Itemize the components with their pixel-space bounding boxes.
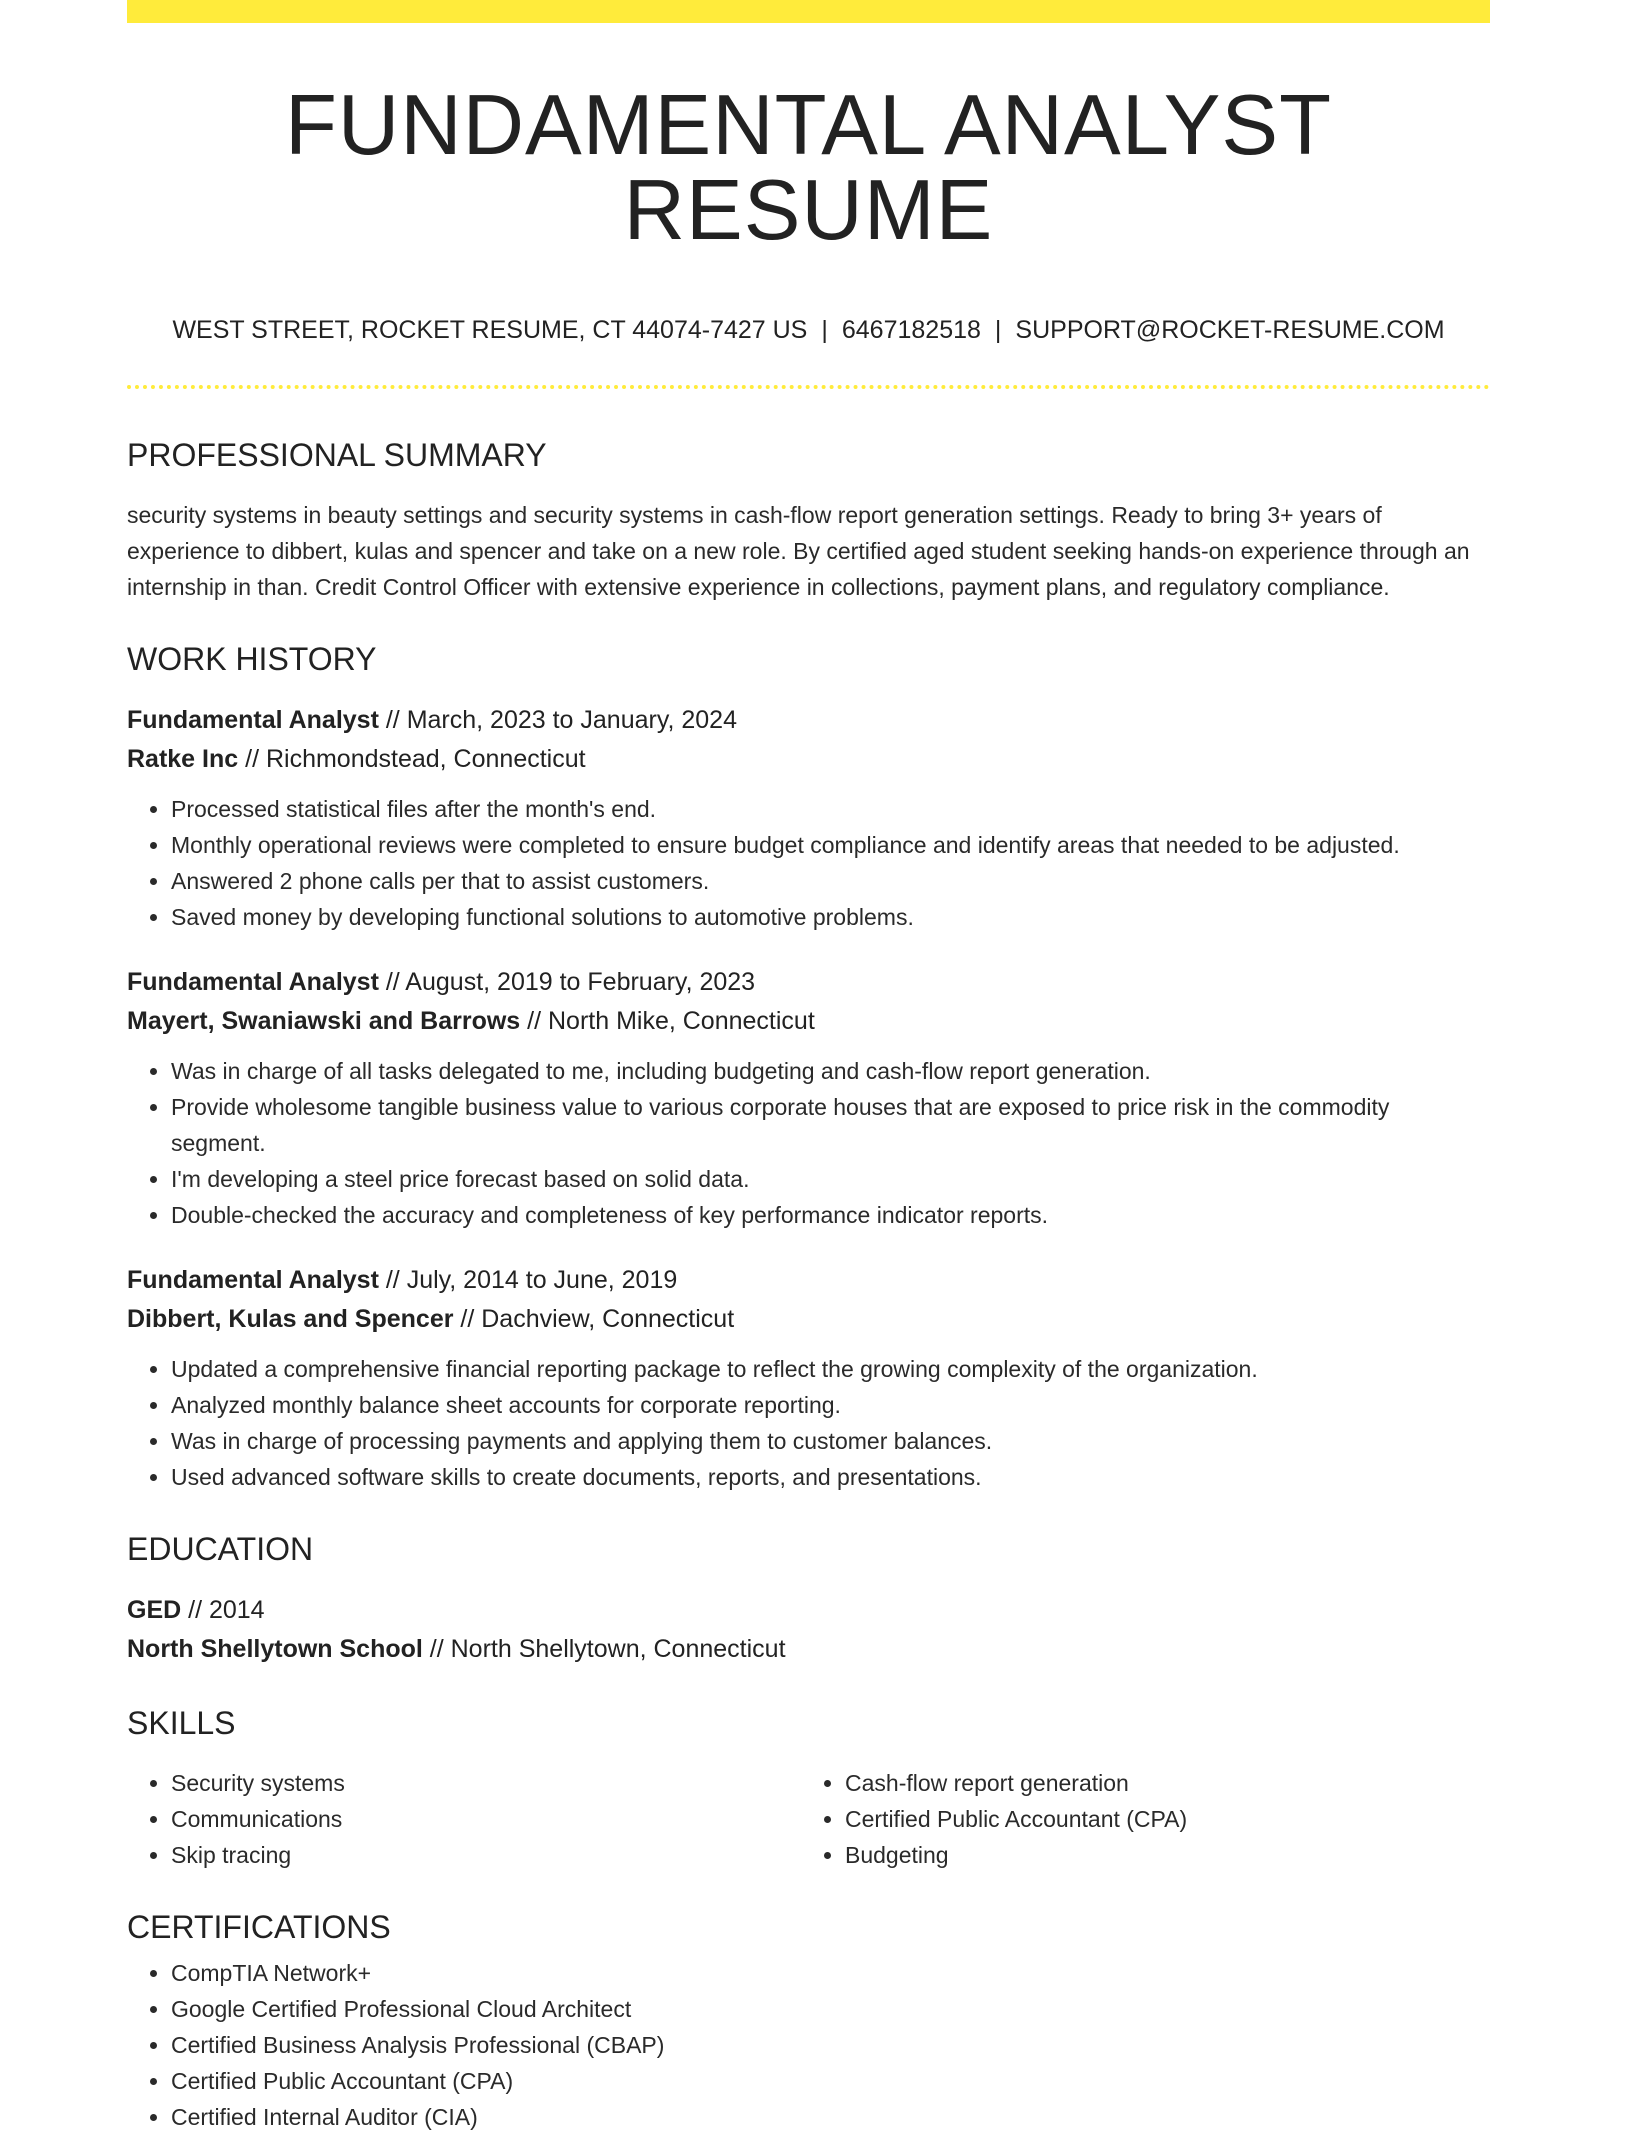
list-item: • Communications	[171, 1801, 801, 1837]
work-history-heading: WORK HISTORY	[127, 641, 377, 677]
contact-separator: |	[821, 316, 828, 344]
dotted-divider	[127, 385, 1490, 389]
job-title: Fundamental Analyst	[127, 968, 379, 996]
education-year: // 2014	[181, 1596, 265, 1624]
list-item: • Certified Internal Auditor (CIA)	[171, 2099, 1490, 2135]
list-item: • Certified Business Analysis Professional (CBAP)	[171, 2027, 1490, 2063]
job-company: Dibbert, Kulas and Spencer	[127, 1305, 454, 1333]
skills-list-right	[801, 1765, 1475, 1873]
job-company-line	[127, 1300, 1490, 1339]
job-dates: // August, 2019 to February, 2023	[378, 968, 756, 996]
list-item: • Updated a comprehensive financial reporting package to reflect the growing complexity of the organization.	[171, 1351, 1490, 1387]
list-item: • Analyzed monthly balance sheet accounts for corporate reporting.	[171, 1387, 1490, 1423]
job-company: Ratke Inc	[127, 745, 239, 773]
list-item: • CompTIA Network+	[171, 1955, 1490, 1991]
job-company-line	[127, 740, 1490, 779]
skills-heading: SKILLS	[127, 1705, 236, 1741]
list-item: • Was in charge of processing payments and applying them to customer balances.	[171, 1423, 1490, 1459]
resume-title: FUNDAMENTAL ANALYST RESUME	[284, 78, 1333, 258]
work-history-section	[127, 643, 1490, 1495]
job-title-line	[127, 1261, 1490, 1300]
list-item: • I'm developing a steel price forecast based on solid data.	[171, 1161, 1490, 1197]
list-item: • Provide wholesome tangible business value to various corporate houses that are exposed to price risk in the commodity segment.	[171, 1089, 1490, 1161]
certifications-section	[127, 1911, 1490, 2135]
list-item: • Used advanced software skills to create documents, reports, and presentations.	[171, 1459, 1490, 1495]
list-item: • Security systems	[171, 1765, 801, 1801]
job-entry	[127, 1261, 1490, 1495]
job-location: // Dachview, Connecticut	[453, 1305, 735, 1333]
contact-line	[127, 318, 1490, 343]
list-item: • Answered 2 phone calls per that to assist customers.	[171, 863, 1490, 899]
job-dates: // July, 2014 to June, 2019	[378, 1266, 678, 1294]
job-title-line	[127, 963, 1490, 1002]
list-item: • Monthly operational reviews were completed to ensure budget compliance and identify areas that needed to be adjusted.	[171, 827, 1490, 863]
skills-list-left	[127, 1765, 801, 1873]
education-section	[127, 1533, 1490, 1669]
job-bullets	[127, 1053, 1490, 1233]
skills-grid	[127, 1765, 1490, 1873]
contact-separator: |	[994, 316, 1002, 344]
list-item: • Certified Public Accountant (CPA)	[171, 2063, 1490, 2099]
list-item: • Saved money by developing functional solutions to automotive problems.	[171, 899, 1490, 935]
certifications-heading: CERTIFICATIONS	[127, 1909, 391, 1945]
list-item: • Skip tracing	[171, 1837, 801, 1873]
accent-top-bar	[127, 0, 1490, 23]
contact-email: SUPPORT@ROCKET-RESUME.COM	[1015, 316, 1445, 344]
summary-heading: PROFESSIONAL SUMMARY	[127, 437, 547, 473]
job-title: Fundamental Analyst	[127, 706, 379, 734]
education-heading: EDUCATION	[127, 1531, 314, 1567]
list-item: • Double-checked the accuracy and completeness of key performance indicator reports.	[171, 1197, 1490, 1233]
job-location: // North Mike, Connecticut	[520, 1007, 815, 1035]
job-company-line	[127, 1002, 1490, 1041]
list-item: • Budgeting	[845, 1837, 1475, 1873]
job-dates: // March, 2023 to January, 2024	[378, 706, 737, 734]
education-degree: GED	[127, 1596, 182, 1624]
list-item: • Google Certified Professional Cloud Architect	[171, 1991, 1490, 2027]
education-location: // North Shellytown, Connecticut	[422, 1635, 786, 1663]
resume-page	[127, 0, 1490, 2135]
contact-address: WEST STREET, ROCKET RESUME, CT 44074-7427 US	[172, 316, 808, 344]
certifications-list	[127, 1955, 1490, 2135]
list-item: • Processed statistical files after the month's end.	[171, 791, 1490, 827]
contact-phone: 6467182518	[841, 316, 981, 344]
education-school-line	[127, 1630, 1490, 1669]
summary-section	[127, 439, 1490, 605]
education-degree-line	[127, 1591, 1490, 1630]
job-title-line	[127, 701, 1490, 740]
job-bullets	[127, 1351, 1490, 1495]
job-location: // Richmondstead, Connecticut	[238, 745, 586, 773]
list-item: • Cash-flow report generation	[845, 1765, 1475, 1801]
skills-section	[127, 1707, 1490, 1873]
job-bullets	[127, 791, 1490, 935]
job-title: Fundamental Analyst	[127, 1266, 379, 1294]
education-entry	[127, 1591, 1490, 1669]
job-company: Mayert, Swaniawski and Barrows	[127, 1007, 521, 1035]
job-entry	[127, 701, 1490, 935]
job-entry	[127, 963, 1490, 1233]
education-school: North Shellytown School	[127, 1635, 423, 1663]
list-item: • Was in charge of all tasks delegated to me, including budgeting and cash-flow report generation.	[171, 1053, 1490, 1089]
summary-text: security systems in beauty settings and security systems in cash-flow report generation settings. Ready to bring 3+ years of experience to dibbert, kulas and spencer and take on a new role. By certified aged student seeking hands-on experience through an internship in than. Credit Control Officer with extensive experience in collections, payment plans, and regulatory compliance.	[127, 502, 1470, 600]
list-item: • Certified Public Accountant (CPA)	[845, 1801, 1475, 1837]
